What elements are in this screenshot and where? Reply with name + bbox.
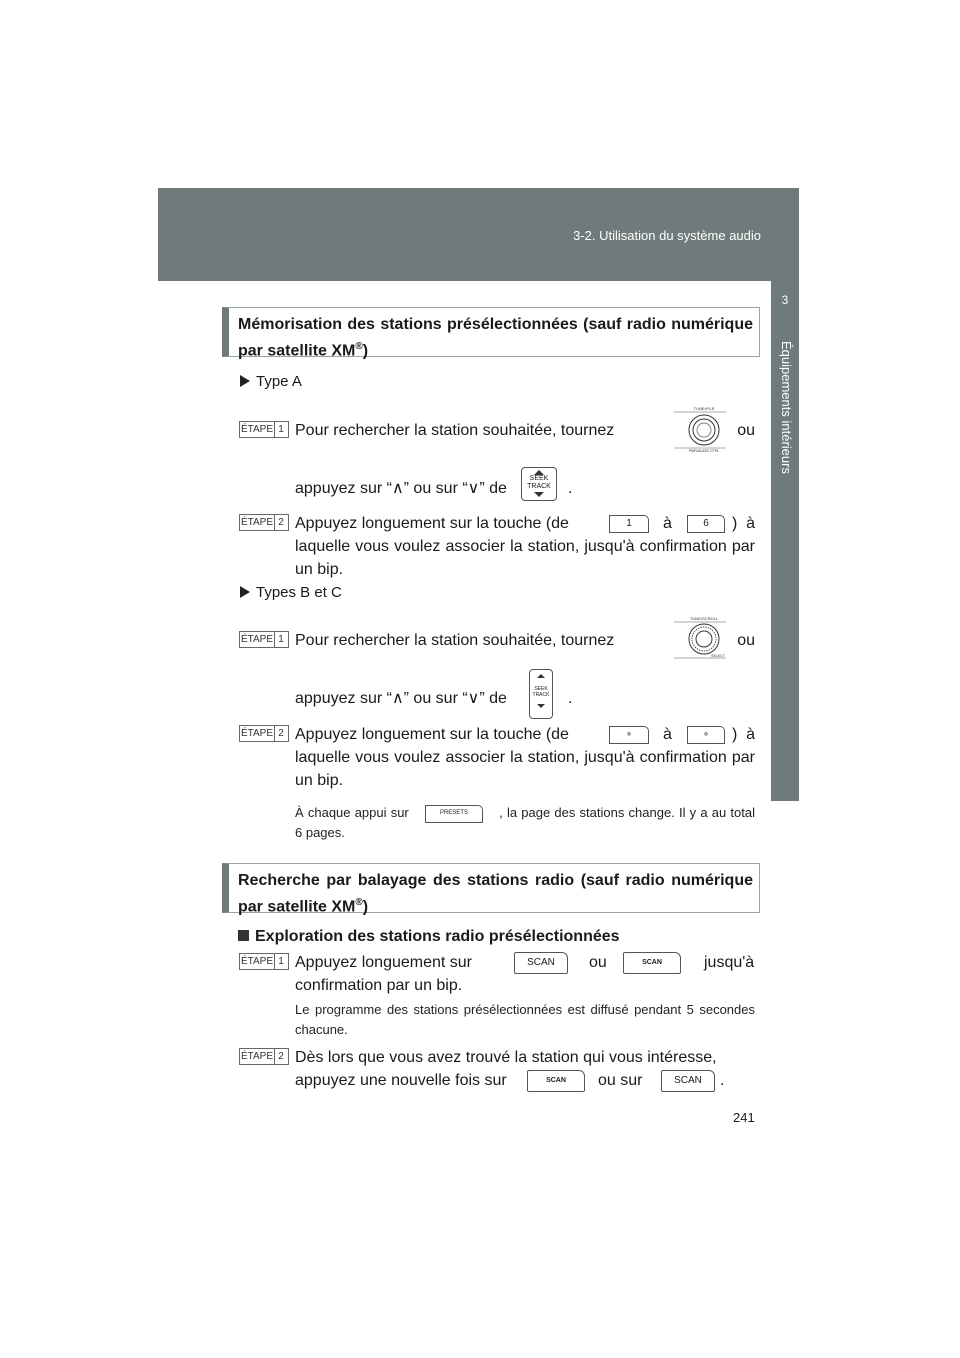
- step-label: ÉTAPE: [240, 517, 274, 528]
- chapter-label: Équipements intérieurs: [779, 341, 794, 474]
- text: appuyez sur “∧” ou sur “∨” de: [295, 480, 507, 497]
- text: ou sur: [598, 1072, 643, 1089]
- instruction-text: ) à laquelle vous voulez associer la station, jusqu'à confirmation par un bip.: [295, 726, 755, 789]
- scan-button-icon: SCAN: [527, 1070, 585, 1092]
- step-label: ÉTAPE: [240, 728, 274, 739]
- chevron-down-icon: [534, 492, 544, 497]
- text: Appuyez longuement sur la touche (de: [295, 726, 569, 743]
- type-label: Type A: [256, 373, 302, 390]
- preset-button-icon: ∘: [687, 726, 725, 744]
- step-number: 1: [278, 956, 284, 967]
- registered-mark: ®: [355, 341, 363, 352]
- text: Pour rechercher la station souhaitée, tournez: [295, 632, 615, 649]
- step-badge: [239, 514, 289, 531]
- step-number: 1: [278, 424, 284, 435]
- scan-button-icon: SCAN: [623, 952, 681, 974]
- subsection-heading: [238, 928, 620, 946]
- knob-top-label: TUNE•FILE: [693, 406, 715, 411]
- track-label: TRACK: [527, 483, 551, 490]
- text: ou: [737, 422, 755, 439]
- text: appuyez une nouvelle fois sur: [295, 1072, 507, 1089]
- step-badge: [239, 631, 289, 648]
- note-text: Le programme des stations présélectionnées est diffusé pendant 5 secondes chacune.: [295, 1002, 755, 1037]
- step-number: 2: [278, 517, 284, 528]
- preset-button-icon: ∘: [609, 726, 649, 744]
- text: ou: [589, 954, 607, 971]
- text: à: [663, 515, 672, 532]
- knob-bottom-label: SELECT: [711, 654, 725, 658]
- preset-button-6: 6: [687, 515, 725, 533]
- chapter-number: 3: [781, 293, 789, 307]
- text: appuyez sur “∧” ou sur “∨” de: [295, 690, 507, 707]
- text: À chaque appui sur: [295, 805, 409, 820]
- subsection-label: Exploration des stations radio présélectionnées: [255, 928, 620, 945]
- step-badge: [239, 725, 289, 742]
- step-label: ÉTAPE: [240, 1051, 274, 1062]
- note-text: [295, 803, 755, 843]
- section-box-scan: [222, 863, 760, 916]
- scan-button-icon: SCAN: [514, 952, 568, 974]
- tune-knob-icon: [674, 404, 726, 452]
- seek-track-button-icon: [521, 467, 557, 501]
- step-badge: [239, 1048, 289, 1065]
- text: , la page des stations change. Il y a au total 6 pages.: [295, 805, 755, 840]
- text: .: [720, 1072, 725, 1089]
- square-bullet-icon: [238, 930, 249, 941]
- section-title: 3-2. Utilisation du système audio: [573, 228, 761, 243]
- text: à: [663, 726, 672, 743]
- section-heading: Mémorisation des stations présélectionnées (sauf radio numérique par satellite XM: [238, 316, 753, 360]
- arrow-icon: [240, 375, 250, 387]
- type-a-heading: [240, 373, 302, 390]
- seek-label: SEEK: [534, 686, 548, 692]
- track-label: TRACK: [532, 692, 550, 698]
- step-badge: [239, 953, 289, 970]
- instruction-line: [295, 687, 507, 710]
- step-number: 2: [278, 1051, 284, 1062]
- step-label: ÉTAPE: [240, 634, 274, 645]
- chevron-down-icon: [537, 704, 545, 708]
- type-bc-heading: [240, 584, 342, 601]
- page-header: [158, 188, 799, 281]
- step-badge: [239, 421, 289, 438]
- heading-close: ): [362, 898, 369, 916]
- tune-scroll-knob-icon: [674, 614, 726, 662]
- text: jusqu'à: [704, 954, 755, 971]
- chevron-up-icon: [537, 674, 545, 678]
- step-number: 2: [278, 728, 284, 739]
- text: Appuyez longuement sur la touche (de: [295, 515, 569, 532]
- registered-mark: ®: [355, 897, 363, 908]
- preset-button-1: 1: [609, 515, 649, 533]
- section-box-presets: [222, 307, 760, 360]
- text: ou: [737, 632, 755, 649]
- step-number: 1: [278, 634, 284, 645]
- step-label: ÉTAPE: [240, 424, 274, 435]
- instruction-text: ) à laquelle vous voulez associer la station, jusqu'à confirmation par un bip.: [295, 515, 755, 578]
- text: confirmation par un bip.: [295, 977, 463, 994]
- presets-button-icon: PRESETS: [425, 805, 483, 823]
- text: Dès lors que vous avez trouvé la station qui vous intéresse,: [295, 1049, 717, 1066]
- chapter-tab: [771, 281, 799, 801]
- seek-label: SEEK: [529, 475, 549, 482]
- text: Pour rechercher la station souhaitée, tournez: [295, 422, 615, 439]
- heading-close: ): [362, 342, 369, 360]
- text: .: [568, 690, 573, 707]
- page-number: 241: [733, 1110, 755, 1125]
- section-heading: Recherche par balayage des stations radio (sauf radio numérique par satellite XM: [238, 872, 753, 916]
- scan-button-icon: SCAN: [661, 1070, 715, 1092]
- text: .: [568, 480, 573, 497]
- text: Appuyez longuement sur: [295, 954, 472, 971]
- knob-top-label: TUNE•SCROLL: [689, 616, 719, 621]
- arrow-icon: [240, 586, 250, 598]
- type-label: Types B et C: [256, 584, 342, 601]
- seek-track-button-icon: [529, 669, 553, 719]
- instruction-line: [295, 477, 507, 500]
- knob-bottom-label: PWR•AUDIO CTRL: [688, 449, 720, 452]
- step-label: ÉTAPE: [240, 956, 274, 967]
